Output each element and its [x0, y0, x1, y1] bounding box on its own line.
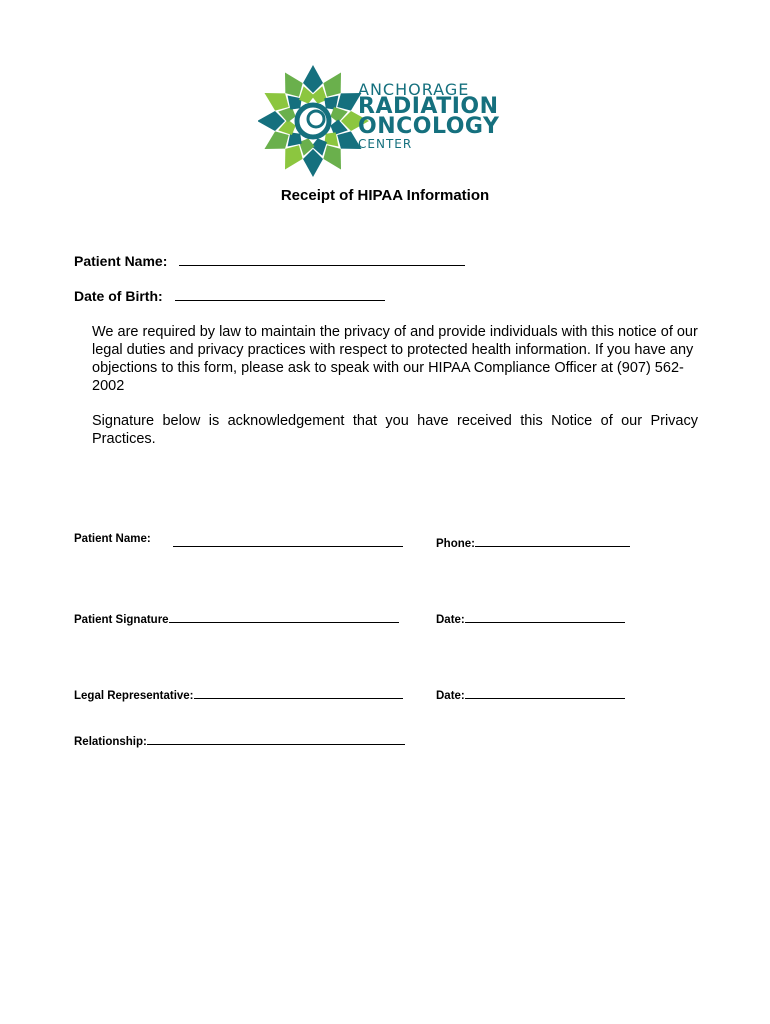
form-legal-rep-label: Legal Representative:: [74, 690, 194, 702]
header-dob-line[interactable]: [175, 287, 385, 301]
logo-text-anchorage: ANCHORAGE: [358, 80, 470, 99]
logo-text-center: CENTER: [358, 137, 413, 151]
form-relationship-line[interactable]: [147, 731, 405, 745]
petal-ring-outer: [258, 65, 369, 177]
form-phone-label: Phone:: [436, 538, 475, 550]
form-phone: [436, 533, 630, 550]
form-date-2-line[interactable]: [465, 685, 625, 699]
header-dob-label: Date of Birth:: [74, 288, 163, 304]
document-title: Receipt of HIPAA Information: [280, 187, 490, 204]
form-legal-rep-line[interactable]: [194, 685, 403, 699]
form-signature-label: Patient Signature: [74, 614, 169, 626]
header-patient-name-label: Patient Name:: [74, 253, 168, 269]
form-phone-line[interactable]: [475, 533, 630, 547]
form-date-1-line[interactable]: [465, 609, 625, 623]
header-patient-name-line[interactable]: [179, 252, 465, 266]
form-date-2: [436, 685, 625, 702]
form-signature-line[interactable]: [169, 609, 399, 623]
logo-text-radiation: RADIATION: [358, 94, 499, 119]
form-date-2-label: Date:: [436, 690, 465, 702]
form-legal-rep: [74, 685, 403, 702]
form-date-1: [436, 609, 625, 626]
form-relationship: [74, 731, 405, 748]
notice-paragraph-1: We are required by law to maintain the privacy of and provide individuals with this notice of our legal duties and privacy practices with respect to protected health information. If you have any objections to this form, please ask to speak with our HIPAA Compliance Officer at (907) 562-2002: [92, 324, 698, 394]
form-patient-name-line[interactable]: [173, 533, 403, 547]
notice-paragraph-2: Signature below is acknowledgement that you have received this Notice of our Privacy Practices.: [92, 413, 698, 447]
notice-body: [92, 323, 698, 465]
form-date-1-label: Date:: [436, 614, 465, 626]
header-patient-name: [74, 252, 465, 269]
form-relationship-label: Relationship:: [74, 736, 147, 748]
header-dob: [74, 287, 385, 304]
petal-ring-inner: [276, 84, 350, 158]
form-signature: [74, 609, 399, 626]
form-patient-name-label: Patient Name:: [74, 533, 151, 545]
logo-text-oncology: ONCOLOGY: [358, 114, 500, 139]
